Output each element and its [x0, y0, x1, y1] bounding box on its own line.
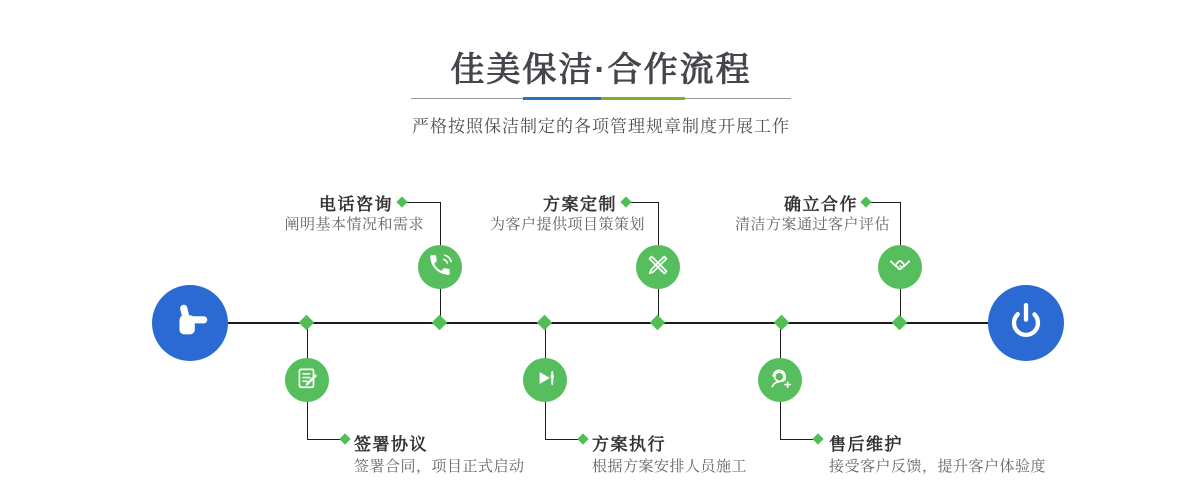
- timeline-node-diamond: [432, 315, 448, 331]
- step-node-phone: [418, 245, 462, 289]
- pointing-hand-icon: [167, 298, 213, 349]
- step-node-execute: [523, 358, 567, 402]
- power-icon: [1003, 298, 1049, 349]
- step-desc: 为客户提供项目策策划: [489, 216, 645, 233]
- contract-sign-icon: [294, 365, 320, 396]
- step-node-contract: [285, 358, 329, 402]
- step-desc: 清洁方案通过客户评估: [734, 216, 890, 233]
- step-title: 售后维护: [829, 435, 903, 454]
- handshake-icon: [887, 252, 913, 283]
- step-title: 方案定制: [543, 195, 617, 214]
- step-desc: 接受客户反馈，提升客户体验度: [829, 458, 1047, 475]
- label-diamond: [339, 433, 350, 444]
- connector-line: [307, 439, 341, 440]
- title-divider: [411, 97, 791, 101]
- divider-blue-segment: [523, 97, 601, 100]
- connector-line: [780, 439, 814, 440]
- timeline-node-diamond: [650, 315, 666, 331]
- page-title: 佳美保洁·合作流程: [450, 51, 752, 89]
- step-desc: 签署合同，项目正式启动: [354, 458, 525, 475]
- timeline-node-diamond: [537, 315, 553, 331]
- connector-line: [545, 439, 579, 440]
- connector-line: [406, 202, 440, 203]
- connector-line: [630, 202, 658, 203]
- step-title: 签署协议: [354, 435, 428, 454]
- step-title: 方案执行: [592, 435, 666, 454]
- timeline-node-diamond: [299, 315, 315, 331]
- step-node-design: [636, 245, 680, 289]
- step-node-aftersales: [758, 358, 802, 402]
- connector-line: [870, 202, 900, 203]
- step-node-handshake: [878, 245, 922, 289]
- label-diamond: [860, 196, 871, 207]
- step-title: 电话咨询: [319, 195, 393, 214]
- main-timeline: [228, 322, 988, 324]
- phone-icon: [427, 252, 453, 283]
- page-subtitle: 严格按照保洁制定的各项管理规章制度开展工作: [412, 117, 790, 136]
- customer-service-icon: [767, 365, 793, 396]
- step-desc: 阐明基本情况和需求: [284, 216, 424, 233]
- label-diamond: [577, 433, 588, 444]
- step-title: 确立合作: [784, 195, 858, 214]
- step-desc: 根据方案安排人员施工: [592, 458, 748, 475]
- label-diamond: [620, 196, 631, 207]
- timeline-start-node: [152, 285, 228, 361]
- execute-play-icon: [532, 365, 558, 396]
- timeline-end-node: [988, 285, 1064, 361]
- timeline-node-diamond: [774, 315, 790, 331]
- timeline-node-diamond: [892, 315, 908, 331]
- label-diamond: [812, 433, 823, 444]
- divider-green-segment: [601, 97, 685, 100]
- label-diamond: [396, 196, 407, 207]
- design-tools-icon: [645, 252, 671, 283]
